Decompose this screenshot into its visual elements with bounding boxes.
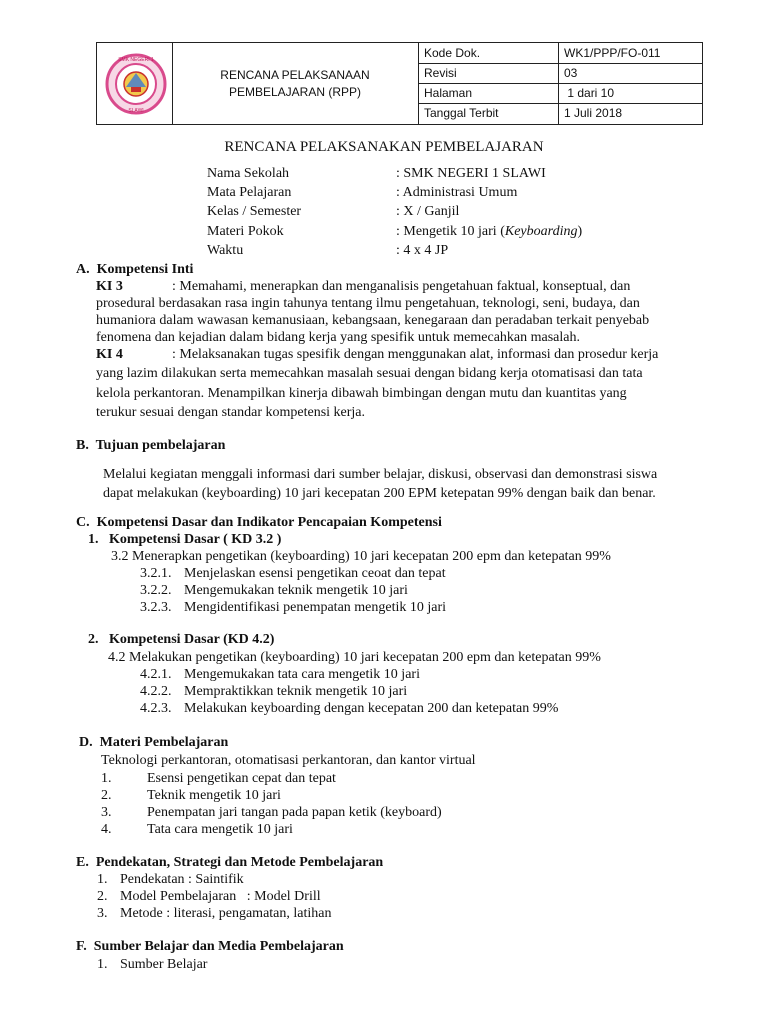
identity-label: Materi Pokok <box>207 224 284 239</box>
header-value-kode: WK1/PPP/FO-011 <box>564 46 661 60</box>
kd1-item-num: 3.2.1. <box>140 566 172 581</box>
material-text: Tata cara mengetik 10 jari <box>147 822 293 837</box>
kd2-item-num: 4.2.1. <box>140 667 172 682</box>
ki3-line: humaniora dalam wawasan kemanusiaan, kebangsaan, kenegaraan dan peradaban terkait penyebab <box>96 313 650 328</box>
value-italic: Keyboarding <box>504 224 578 239</box>
ki4-line: terukur sesuai dengan standar kompetensi kerja. <box>96 405 366 420</box>
svg-text:SLAWI: SLAWI <box>128 108 144 114</box>
document-title: RENCANA PELAKSANAKAN PEMBELAJARAN <box>224 139 544 155</box>
section-e-heading: E. Pendekatan, Strategi dan Metode Pembelajaran <box>76 855 384 870</box>
approach-num: 3. <box>97 906 108 921</box>
kd1-item-text: Menjelaskan esensi pengetikan ceoat dan tepat <box>184 566 446 581</box>
header-label-revisi: Revisi <box>424 66 457 80</box>
identity-value: : X / Ganjil <box>396 204 460 219</box>
kd2-item-num: 4.2.3. <box>140 701 172 716</box>
kd2-item-text: Mempraktikkan teknik mengetik 10 jari <box>184 684 408 699</box>
identity-label: Waktu <box>207 243 244 258</box>
material-num: 3. <box>101 805 112 820</box>
header-title-line1: RENCANA PELAKSANAAN <box>220 68 370 82</box>
identity-label: Mata Pelajaran <box>207 185 292 200</box>
kd1-text: 3.2 Menerapkan pengetikan (keyboarding) 10 jari kecepatan 200 epm dan ketepatan 99% <box>111 549 611 564</box>
document-header-table <box>96 42 703 125</box>
material-num: 1. <box>101 771 112 786</box>
header-label-halaman: Halaman <box>424 86 473 100</box>
header-value-halaman: 1 dari 10 <box>564 86 615 100</box>
value-suffix: ) <box>577 224 583 239</box>
kd1-item-text: Mengemukakan teknik mengetik 10 jari <box>184 583 408 598</box>
approach-num: 2. <box>97 889 108 904</box>
section-f-heading: F. Sumber Belajar dan Media Pembelajaran <box>76 939 344 954</box>
identity-value: : 4 x 4 JP <box>396 243 449 258</box>
identity-label: Kelas / Semester <box>207 204 302 219</box>
material-intro: Teknologi perkantoran, otomatisasi perkantoran, dan kantor virtual <box>101 753 476 768</box>
school-logo <box>105 51 167 117</box>
kd2-item-num: 4.2.2. <box>140 684 172 699</box>
kd2-item-text: Melakukan keyboarding dengan kecepatan 200 dan ketepatan 99% <box>184 701 559 716</box>
identity-value <box>396 224 582 240</box>
ki3-line: fenomena dan kejadian dalam bidang kerja yang spesifik untuk memecahkan masalah. <box>96 330 580 345</box>
ki4-line: yang lazim dilakukan serta memecahkan masalah sesuai dengan bidang kerja otomatisasi dan tata <box>96 366 643 381</box>
material-text: Penempatan jari tangan pada papan ketik (keyboard) <box>147 805 442 820</box>
material-num: 2. <box>101 788 112 803</box>
kd2-heading: 2. Kompetensi Dasar (KD 4.2) <box>88 632 275 647</box>
identity-value: : SMK NEGERI 1 SLAWI <box>396 166 546 181</box>
kd2-text: 4.2 Melakukan pengetikan (keyboarding) 10 jari kecepatan 200 epm dan ketepatan 99% <box>108 650 601 665</box>
objective-line: Melalui kegiatan menggali informasi dari sumber belajar, diskusi, observasi dan demonstrasi siswa <box>103 467 658 482</box>
identity-value: : Administrasi Umum <box>396 185 518 200</box>
ki4-label: KI 4 <box>96 347 123 362</box>
kd1-item-num: 3.2.3. <box>140 600 172 615</box>
ki3-line: : Memahami, menerapkan dan menganalisis pengetahuan faktual, konseptual, dan <box>172 279 631 294</box>
ki4-line: kelola perkantoran. Menampilkan kinerja dibawah bimbingan dengan mutu dan kuantitas yang <box>96 386 627 401</box>
section-d-heading: D. Materi Pembelajaran <box>79 735 229 750</box>
ki3-line: prosedural berdasakan rasa ingin tahunya tentang ilmu pengetahuan, teknologi, seni, budaya, dan <box>96 296 640 311</box>
kd1-heading: 1. Kompetensi Dasar ( KD 3.2 ) <box>88 532 282 547</box>
approach-text: Pendekatan : Saintifik <box>120 872 244 887</box>
section-a-heading: A. Kompetensi Inti <box>76 262 194 277</box>
header-label-kode: Kode Dok. <box>424 46 481 60</box>
header-value-revisi: 03 <box>564 66 578 80</box>
header-value-tanggal: 1 Juli 2018 <box>564 106 623 120</box>
section-b-heading: B. Tujuan pembelajaran <box>76 438 226 453</box>
approach-text: Model Pembelajaran : Model Drill <box>120 889 321 904</box>
value-prefix: : Mengetik 10 jari ( <box>396 224 505 239</box>
material-num: 4. <box>101 822 112 837</box>
kd1-item-num: 3.2.2. <box>140 583 172 598</box>
svg-text:SMK NEGERI 1: SMK NEGERI 1 <box>118 57 154 63</box>
material-text: Esensi pengetikan cepat dan tepat <box>147 771 336 786</box>
kd1-item-text: Mengidentifikasi penempatan mengetik 10 jari <box>184 600 447 615</box>
material-text: Teknik mengetik 10 jari <box>147 788 281 803</box>
kd2-item-text: Mengemukakan tata cara mengetik 10 jari <box>184 667 420 682</box>
header-title <box>172 67 418 101</box>
ki4-line: : Melaksanakan tugas spesifik dengan menggunakan alat, informasi dan prosedur kerja <box>172 347 659 362</box>
header-label-tanggal: Tanggal Terbit <box>424 106 499 120</box>
header-title-line2: PEMBELAJARAN (RPP) <box>228 85 362 99</box>
source-text: Sumber Belajar <box>120 957 208 972</box>
identity-label: Nama Sekolah <box>207 166 290 181</box>
ki3-label: KI 3 <box>96 279 123 294</box>
objective-line: dapat melakukan (keyboarding) 10 jari kecepatan 200 EPM ketepatan 99% dengan baik dan benar. <box>103 486 656 501</box>
approach-num: 1. <box>97 872 108 887</box>
source-num: 1. <box>97 957 108 972</box>
approach-text: Metode : literasi, pengamatan, latihan <box>120 906 332 921</box>
section-c-heading: C. Kompetensi Dasar dan Indikator Pencapaian Kompetensi <box>76 515 442 530</box>
